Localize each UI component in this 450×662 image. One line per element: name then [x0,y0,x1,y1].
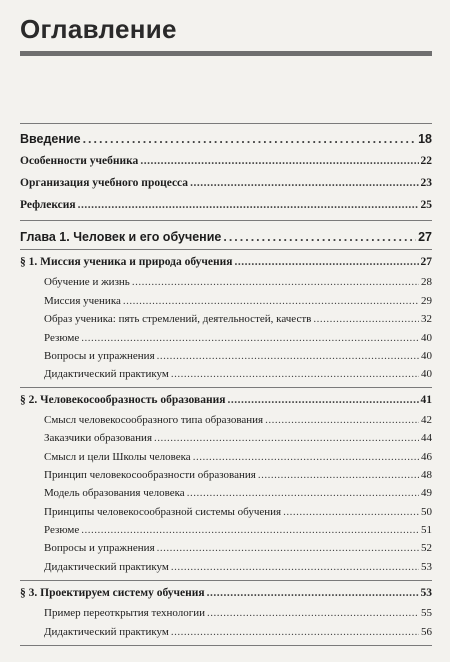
leader-dots [171,368,419,380]
entry-label: Образ ученика: пять стремлений, деятельностей, качеств [44,313,312,325]
entry-label: Вопросы и упражнения [44,350,155,362]
leader-dots [171,561,419,573]
leader-dots [154,432,419,444]
entry-label: Модель образования человека [44,487,185,499]
toc-entry[interactable] [20,368,432,380]
entry-label: Рефлексия [20,199,76,211]
entry-page: 50 [421,506,432,518]
entry-page: 44 [421,432,432,444]
entry-page: 25 [420,199,432,211]
toc-entry[interactable] [20,561,432,573]
entry-label: Резюме [44,524,80,536]
leader-dots [207,607,419,619]
entry-label: Дидактический практикум [44,368,169,380]
entry-page: 40 [421,350,432,362]
toc-entry[interactable] [20,451,432,463]
toc-entry[interactable] [20,295,432,307]
toc-entry[interactable] [20,276,432,288]
leader-dots [83,132,417,146]
leader-dots [157,542,419,554]
leader-dots [123,295,419,307]
leader-dots [265,414,419,426]
entry-label: Смысл и цели Школы человека [44,451,191,463]
entry-page: 32 [421,313,432,325]
entry-page: 55 [421,607,432,619]
entry-page: 22 [420,155,432,167]
entry-label: Заказчики образования [44,432,153,444]
entry-page: 52 [421,542,432,554]
toc-entry[interactable] [20,394,432,406]
entry-page: 41 [420,394,432,406]
toc-entry[interactable] [20,313,432,325]
entry-label: Обучение и жизнь [44,276,130,288]
divider [20,645,432,646]
entry-page: 53 [421,561,432,573]
entry-label: § 3. Проектируем систему обучения [20,587,205,599]
toc-entry[interactable] [20,177,432,189]
leader-dots [140,155,418,167]
title-rule [20,51,432,56]
toc-entry[interactable] [20,199,432,211]
entry-label: Резюме [44,332,80,344]
divider [20,123,432,124]
toc-entry[interactable] [20,607,432,619]
toc-entry[interactable] [20,587,432,599]
leader-dots [81,332,419,344]
entry-label: Организация учебного процесса [20,177,189,189]
leader-dots [283,506,419,518]
toc-entry[interactable] [20,487,432,499]
entry-label: § 2. Человекосообразность образования [20,394,226,406]
entry-label: Глава 1. Человек и его обучение [20,230,222,244]
leader-dots [193,451,419,463]
entry-page: 27 [420,256,432,268]
entry-page: 27 [418,230,432,244]
entry-label: Вопросы и упражнения [44,542,155,554]
leader-dots [187,487,419,499]
toc-entry[interactable] [20,256,432,268]
entry-page: 40 [421,332,432,344]
entry-label: Смысл человекосообразного типа образования [44,414,264,426]
entry-label: § 1. Миссия ученика и природа обучения [20,256,233,268]
leader-dots [313,313,419,325]
entry-page: 46 [421,451,432,463]
entry-page: 18 [418,132,432,146]
entry-label: Особенности учебника [20,155,139,167]
leader-dots [81,524,419,536]
entry-page: 42 [421,414,432,426]
leader-dots [258,469,419,481]
leader-dots [227,394,418,406]
toc-entry[interactable] [20,524,432,536]
leader-dots [171,626,419,638]
toc-entry[interactable] [20,350,432,362]
toc-entry[interactable] [20,155,432,167]
entry-page: 51 [421,524,432,536]
toc-entry[interactable] [20,506,432,518]
toc-entry[interactable] [20,542,432,554]
leader-dots [190,177,418,189]
toc-entry[interactable] [20,230,432,244]
entry-page: 48 [421,469,432,481]
entry-page: 23 [420,177,432,189]
leader-dots [207,587,419,599]
entry-page: 49 [421,487,432,499]
entry-page: 29 [421,295,432,307]
toc-entry[interactable] [20,132,432,146]
entry-label: Дидактический практикум [44,561,169,573]
entry-label: Дидактический практикум [44,626,169,638]
entry-label: Миссия ученика [44,295,121,307]
divider [20,387,432,388]
toc-entry[interactable] [20,469,432,481]
entry-page: 56 [421,626,432,638]
entry-label: Пример переоткрытия технологии [44,607,206,619]
divider [20,220,432,221]
toc-entry[interactable] [20,332,432,344]
toc-entry[interactable] [20,432,432,444]
entry-label: Введение [20,132,81,146]
toc-entry[interactable] [20,626,432,638]
entry-page: 28 [421,276,432,288]
toc-entry[interactable] [20,414,432,426]
entry-label: Принцип человекосообразности образования [44,469,256,481]
leader-dots [223,230,416,244]
entry-page: 40 [421,368,432,380]
divider [20,580,432,581]
divider [20,249,432,250]
leader-dots [235,256,419,268]
leader-dots [132,276,419,288]
entry-page: 53 [420,587,432,599]
leader-dots [78,199,419,211]
leader-dots [157,350,419,362]
page-title: Оглавление [20,14,177,44]
entry-label: Принципы человекосообразной системы обучения [44,506,282,518]
